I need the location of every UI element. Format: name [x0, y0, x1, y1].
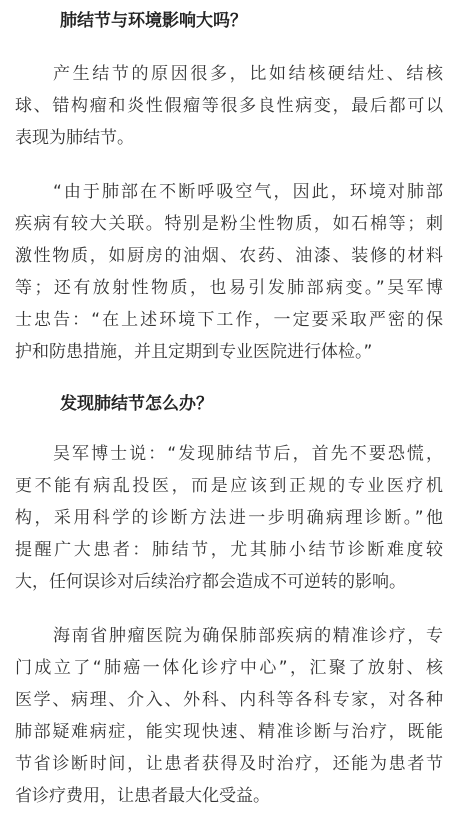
paragraph-line: 省诊疗费用，让患者最大化受益。 — [15, 786, 270, 806]
paragraph-line: 护和防患措施，并且定期到专业医院进行体检。” — [15, 342, 373, 362]
paragraph-line: 大，任何误诊对后续治疗都会造成不可逆转的影响。 — [15, 572, 406, 592]
paragraph-hospital-center — [15, 620, 443, 812]
paragraph-line: 表现为肺结节。 — [15, 128, 134, 148]
paragraph-line: 激性物质，如厨房的油烟、农药、油漆、装修的材料 — [15, 246, 443, 266]
paragraph-line: 海南省肿瘤医院为确保肺部疾病的精准诊疗，专 — [53, 626, 443, 646]
paragraph-line: 医学、病理、介入、外科、内科等各科专家，对各种 — [15, 690, 443, 710]
paragraph-line: 士忠告：“在上述环境下工作，一定要采取严密的保 — [15, 310, 443, 330]
paragraph-causes — [15, 58, 443, 154]
section-heading-environment: 肺结节与环境影响大吗？ — [60, 11, 247, 31]
paragraph-line: 吴军博士说：“发现肺结节后，首先不要恐慌， — [53, 444, 443, 464]
paragraph-line: 产生结节的原因很多，比如结核硬结灶、结核 — [53, 64, 443, 84]
paragraph-doctor-advice — [15, 438, 443, 598]
paragraph-line: 提醒广大患者：肺结节，尤其肺小结节诊断难度较 — [15, 540, 443, 560]
paragraph-line: 等；还有放射性物质，也易引发肺部病变。”吴军博 — [15, 278, 443, 298]
paragraph-line: 肺部疑难病症，能实现快速、精准诊断与治疗，既能 — [15, 722, 443, 742]
paragraph-line: 门成立了“肺癌一体化诊疗中心”，汇聚了放射、核 — [15, 658, 443, 678]
paragraph-line: 构，采用科学的诊断方法进一步明确病理诊断。”他 — [15, 508, 443, 528]
paragraph-line: 更不能有病乱投医，而是应该到正规的专业医疗机 — [15, 476, 443, 496]
paragraph-line: 疾病有较大关联。特别是粉尘性物质，如石棉等；刺 — [15, 214, 443, 234]
paragraph-line: 球、错构瘤和炎性假瘤等很多良性病变，最后都可以 — [15, 96, 443, 116]
section-heading-what-to-do: 发现肺结节怎么办？ — [60, 394, 213, 414]
paragraph-environment-quote — [15, 176, 443, 368]
paragraph-line: “由于肺部在不断呼吸空气，因此，环境对肺部 — [53, 182, 443, 202]
paragraph-line: 节省诊断时间，让患者获得及时治疗，还能为患者节 — [15, 754, 443, 774]
